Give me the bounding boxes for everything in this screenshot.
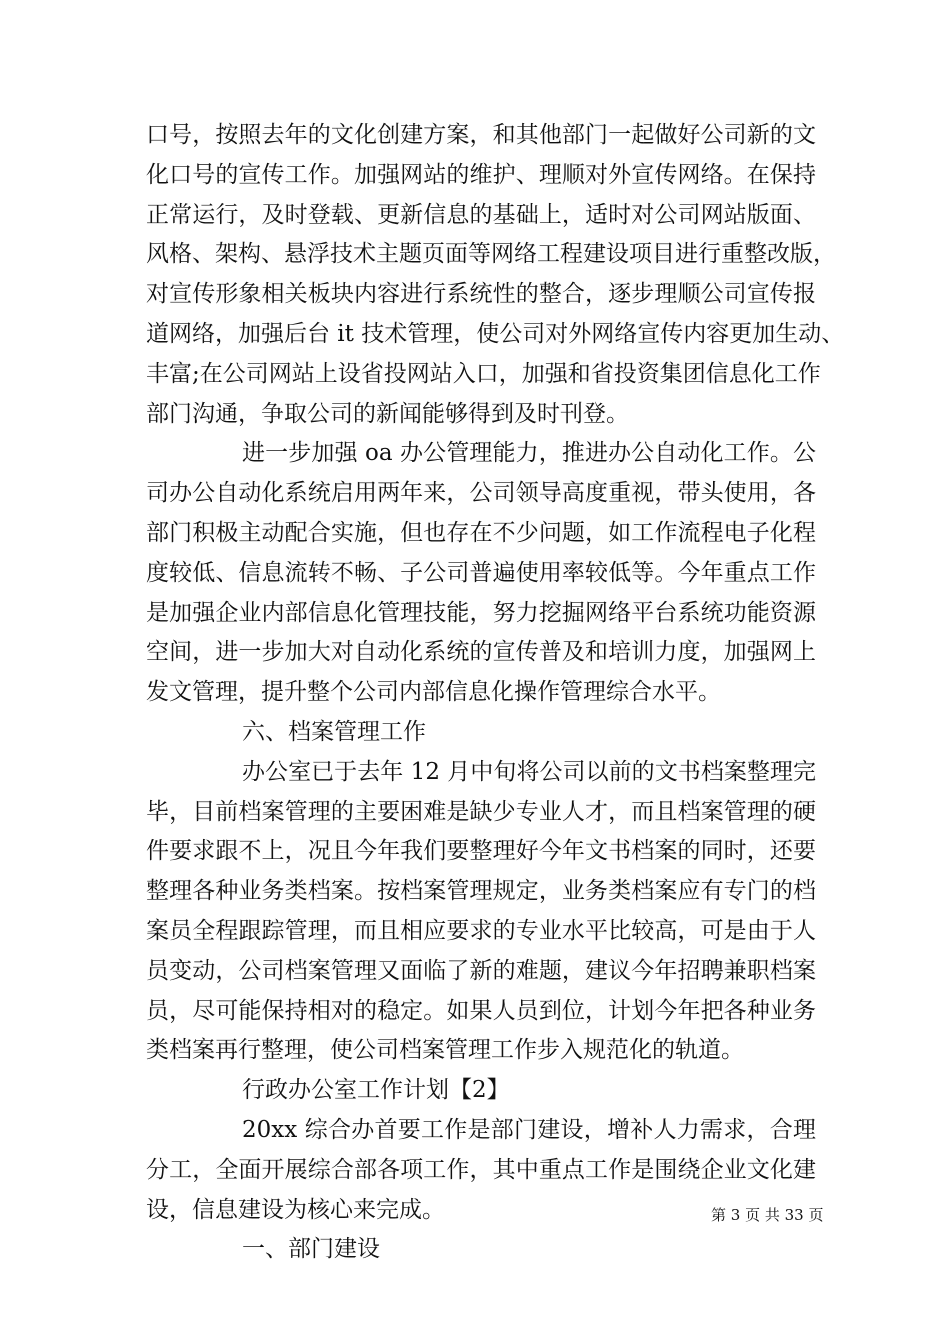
text-line: 案员全程跟踪管理，而且相应要求的专业水平比较高，可是由于人 [146, 917, 816, 944]
text-line: 分工，全面开展综合部各项工作，其中重点工作是围绕企业文化建 [146, 1156, 816, 1183]
text-line: 设，信息建设为核心来完成。 [146, 1196, 445, 1223]
text-line: 件要求跟不上，况且今年我们要整理好今年文书档案的同时，还要 [146, 838, 816, 865]
text-line: 司办公自动化系统启用两年来，公司领导高度重视，带头使用，各 [146, 480, 816, 507]
text-line: 度较低、信息流转不畅、子公司普遍使用率较低等。今年重点工作 [146, 559, 816, 586]
paragraph-start-line: 办公室已于去年 12 月中旬将公司以前的文书档案整理完 [242, 758, 816, 785]
text-line: 发文管理，提升整个公司内部信息化操作管理综合水平。 [146, 679, 721, 706]
text-line: 员变动，公司档案管理又面临了新的难题，建议今年招聘兼职档案 [146, 957, 816, 984]
text-line: 毕，目前档案管理的主要困难是缺少专业人才，而且档案管理的硬 [146, 798, 816, 825]
body-text [146, 116, 845, 1270]
text-line: 道网络，加强后台 it 技术管理，使公司对外网络宣传内容更加生动、 [146, 320, 845, 347]
section-heading: 行政办公室工作计划【2】 [242, 1077, 510, 1104]
text-line: 员，尽可能保持相对的稳定。如果人员到位，计划今年把各种业务 [146, 997, 816, 1024]
page-number: 第 3 页 共 33 页 [711, 1206, 824, 1224]
text-line: 正常运行，及时登载、更新信息的基础上，适时对公司网站版面、 [146, 201, 816, 228]
text-line: 丰富;在公司网站上设省投网站入口，加强和省投资集团信息化工作 [146, 360, 821, 387]
text-line: 部门积极主动配合实施，但也存在不少问题，如工作流程电子化程 [146, 519, 816, 546]
section-heading: 一、部门建设 [242, 1236, 380, 1263]
paragraph-start-line: 20xx 综合办首要工作是部门建设，增补人力需求，合理 [242, 1116, 816, 1143]
text-line: 空间，进一步加大对自动化系统的宣传普及和培训力度，加强网上 [146, 639, 816, 666]
section-heading: 六、档案管理工作 [242, 718, 426, 745]
text-line: 整理各种业务类档案。按档案管理规定，业务类档案应有专门的档 [146, 878, 816, 905]
text-line: 是加强企业内部信息化管理技能，努力挖掘网络平台系统功能资源 [146, 599, 816, 626]
text-line: 口号，按照去年的文化创建方案，和其他部门一起做好公司新的文 [146, 122, 816, 148]
paragraph-start-line: 进一步加强 oa 办公管理能力，推进办公自动化工作。公 [242, 440, 816, 467]
text-line: 部门沟通，争取公司的新闻能够得到及时刊登。 [146, 400, 629, 427]
text-line: 对宣传形象相关板块内容进行系统性的整合，逐步理顺公司宣传报 [146, 281, 816, 308]
text-line: 类档案再行整理，使公司档案管理工作步入规范化的轨道。 [146, 1037, 744, 1064]
text-line: 化口号的宣传工作。加强网站的维护、理顺对外宣传网络。在保持 [146, 161, 816, 188]
text-line: 风格、架构、悬浮技术主题页面等网络工程建设项目进行重整改版， [146, 241, 836, 268]
